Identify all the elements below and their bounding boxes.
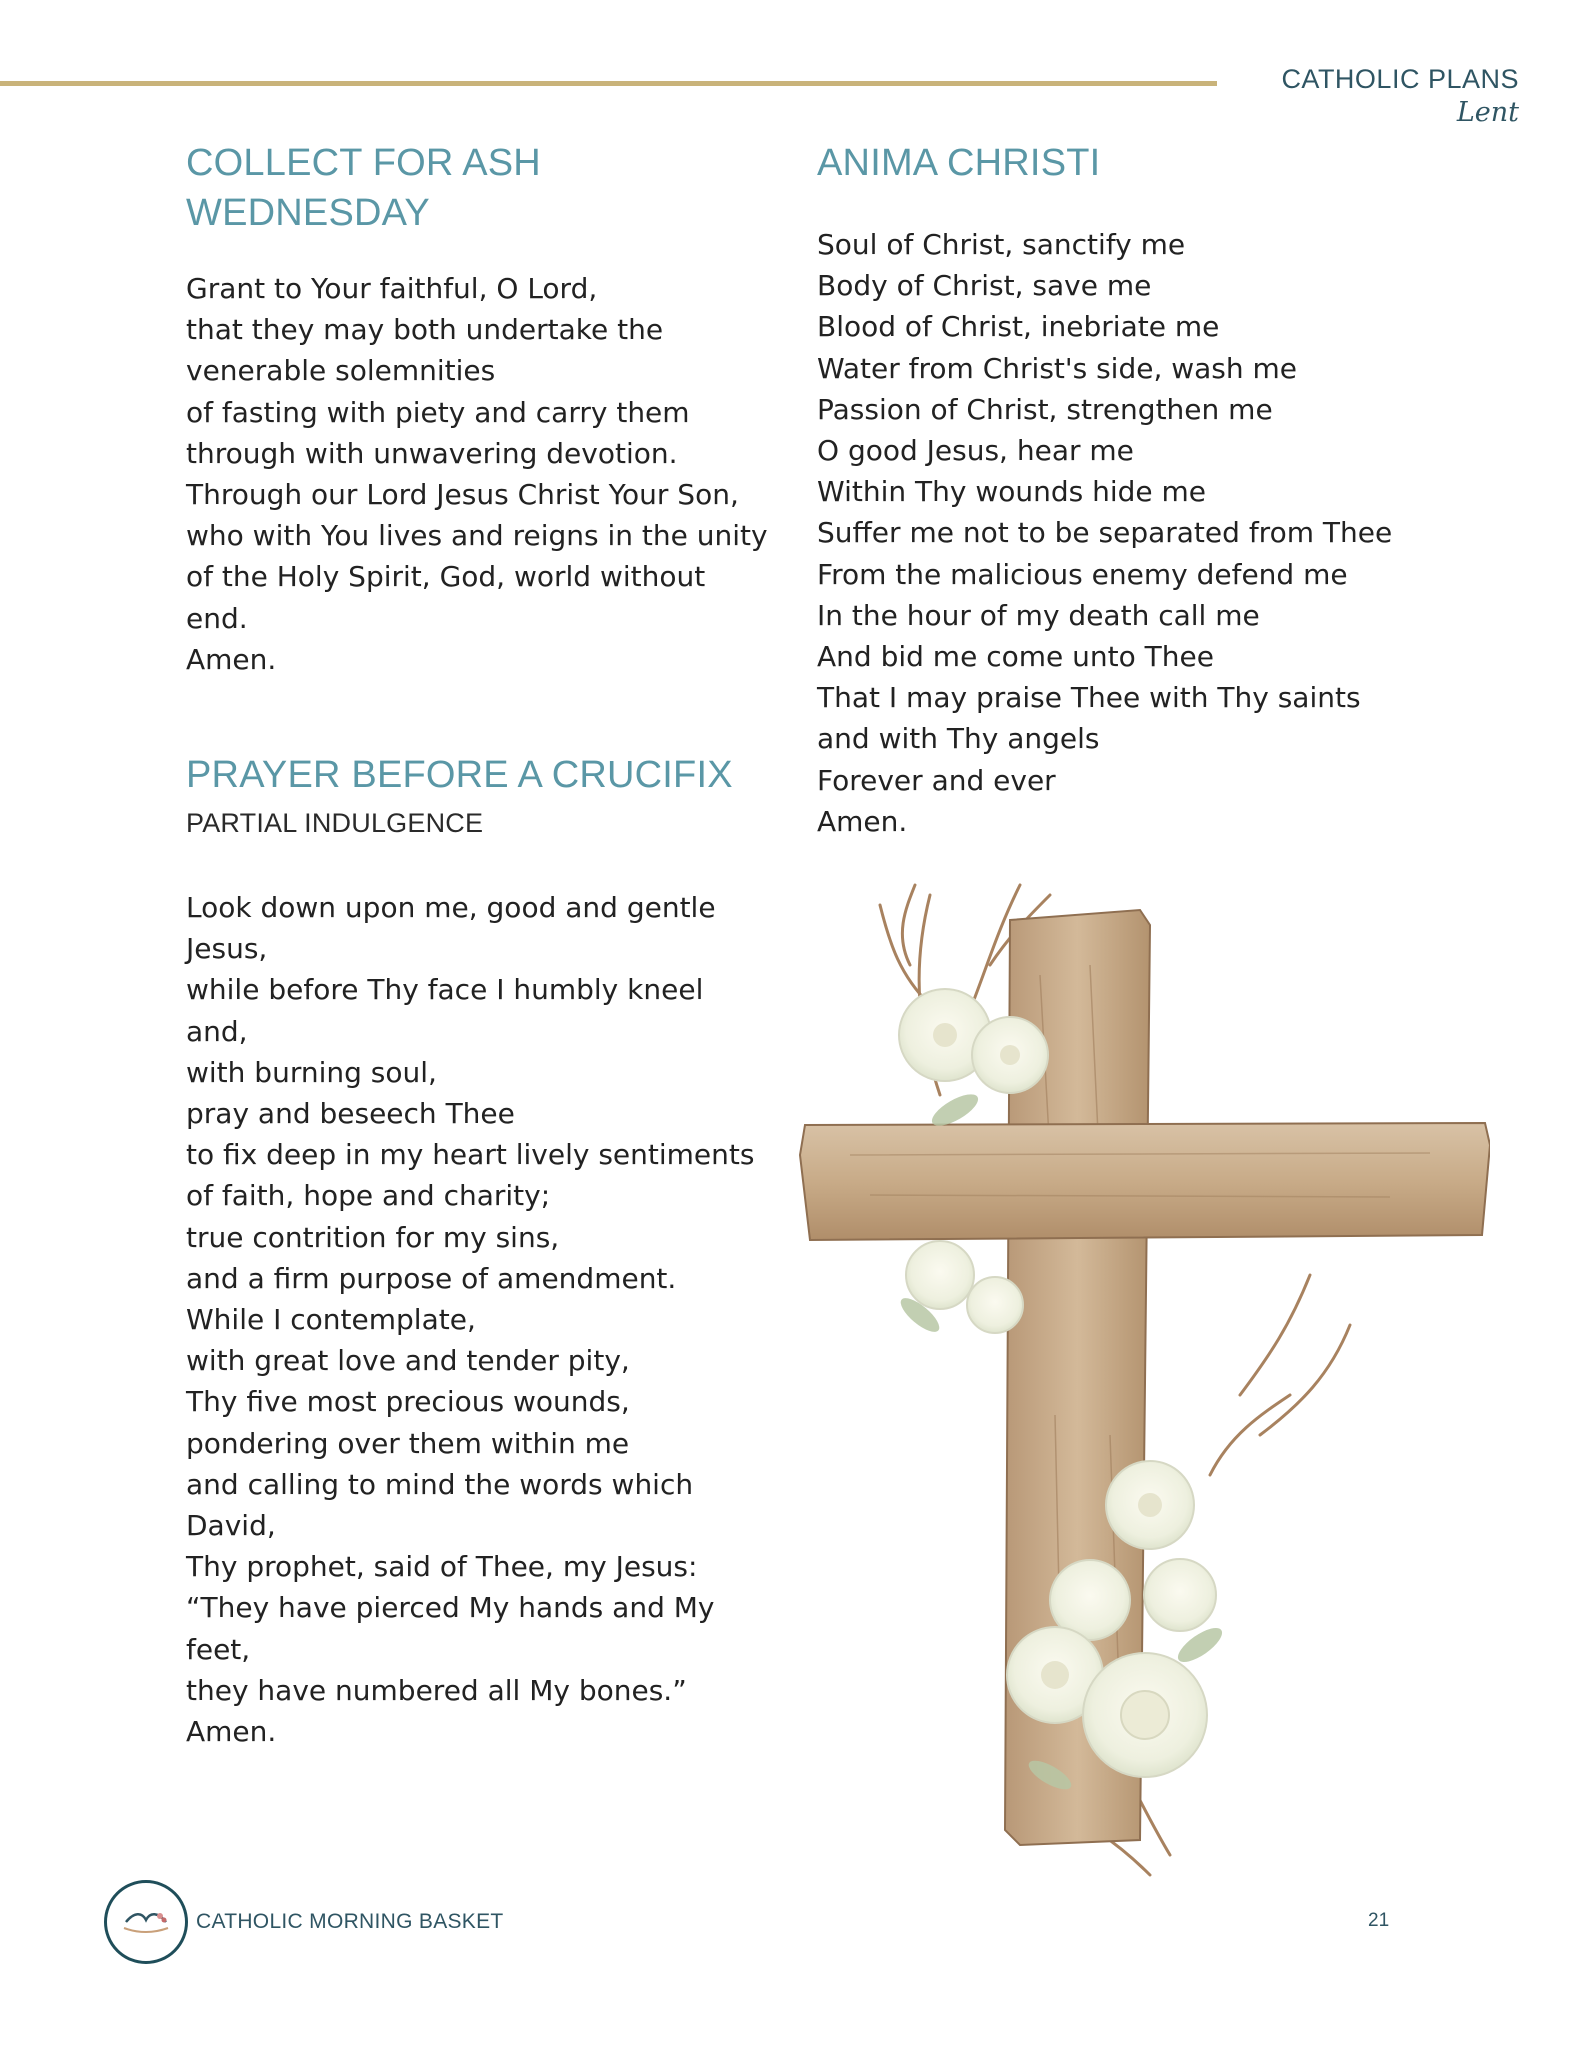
anima-line: Within Thy wounds hide me <box>817 475 1207 509</box>
crucifix-line: with great love and tender pity, <box>186 1344 630 1378</box>
anima-line: Suffer me not to be separated from Thee <box>817 516 1393 550</box>
crucifix-line: pray and beseech Thee <box>186 1097 515 1131</box>
crucifix-line: David, <box>186 1509 276 1543</box>
collect-line: Through our Lord Jesus Christ Your Son, <box>186 478 739 512</box>
anima-line: Amen. <box>817 804 908 838</box>
cross-illustration <box>790 855 1490 1890</box>
anima-text <box>817 224 1477 842</box>
crucifix-line: Jesus, <box>186 932 268 966</box>
cross-horizontal-beam <box>800 1123 1490 1240</box>
anima-line: That I may praise Thee with Thy saints <box>817 681 1361 715</box>
crucifix-line: Thy prophet, said of Thee, my Jesus: <box>186 1550 698 1584</box>
crucifix-line: while before Thy face I humbly kneel <box>186 973 704 1007</box>
anima-line: Body of Christ, save me <box>817 269 1152 303</box>
collect-line: end. <box>186 601 248 635</box>
anima-line: Forever and ever <box>817 763 1056 797</box>
header-brand <box>1281 64 1519 128</box>
anima-line: O good Jesus, hear me <box>817 434 1134 468</box>
collect-line: that they may both undertake the <box>186 313 664 347</box>
crucifix-line: true contrition for my sins, <box>186 1220 560 1254</box>
crucifix-line: Amen. <box>186 1715 277 1749</box>
left-column <box>186 138 766 1752</box>
anima-line: and with Thy angels <box>817 722 1100 756</box>
collect-line: venerable solemnities <box>186 354 496 388</box>
crucifix-line: to fix deep in my heart lively sentiments <box>186 1138 755 1172</box>
collect-title <box>186 138 766 238</box>
page-number: 21 <box>1368 1910 1390 1931</box>
catholic-morning-basket-logo-icon <box>104 1880 188 1964</box>
anima-line: Passion of Christ, strengthen me <box>817 392 1273 426</box>
crucifix-line: Look down upon me, good and gentle <box>186 891 716 925</box>
collect-text <box>186 268 766 680</box>
collect-line: of the Holy Spirit, God, world without <box>186 560 706 594</box>
anima-line: From the malicious enemy defend me <box>817 557 1348 591</box>
crucifix-line: of faith, hope and charity; <box>186 1179 551 1213</box>
crucifix-subtitle: PARTIAL INDULGENCE <box>186 808 484 839</box>
collect-line: who with You lives and reigns in the unity <box>186 519 768 553</box>
footer <box>104 1880 504 1964</box>
right-column <box>817 138 1477 842</box>
collect-title-line-1: COLLECT FOR ASH <box>186 142 541 184</box>
anima-title: ANIMA CHRISTI <box>817 142 1101 184</box>
crucifix-line: While I contemplate, <box>186 1303 476 1337</box>
footer-brand: CATHOLIC MORNING BASKET <box>196 1910 504 1933</box>
crucifix-title: PRAYER BEFORE A CRUCIFIX <box>186 754 733 797</box>
logo-mark <box>116 1902 176 1942</box>
crucifix-text <box>186 887 766 1752</box>
collect-line: of fasting with piety and carry them <box>186 395 690 429</box>
anima-line: Water from Christ's side, wash me <box>817 351 1298 385</box>
crucifix-line: “They have pierced My hands and My <box>186 1591 715 1625</box>
crucifix-line: and, <box>186 1014 248 1048</box>
crucifix-line: Thy five most precious wounds, <box>186 1385 630 1419</box>
crucifix-section <box>186 750 766 1752</box>
collect-line: Amen. <box>186 642 277 676</box>
anima-line: In the hour of my death call me <box>817 598 1260 632</box>
collect-line: through with unwavering devotion. <box>186 436 678 470</box>
crucifix-line: they have numbered all My bones.” <box>186 1673 687 1707</box>
crucifix-line: pondering over them within me <box>186 1426 630 1460</box>
collect-title-line-2: WEDNESDAY <box>186 192 430 234</box>
anima-line: And bid me come unto Thee <box>817 640 1214 674</box>
crucifix-line: with burning soul, <box>186 1055 437 1089</box>
anima-line: Soul of Christ, sanctify me <box>817 228 1186 261</box>
crucifix-line: feet, <box>186 1632 251 1666</box>
brand-subtitle: Lent <box>1456 97 1519 128</box>
anima-line: Blood of Christ, inebriate me <box>817 310 1220 344</box>
crucifix-line: and a firm purpose of amendment. <box>186 1261 677 1295</box>
collect-line: Grant to Your faithful, O Lord, <box>186 272 598 305</box>
header-rule <box>0 81 1217 86</box>
crucifix-line: and calling to mind the words which <box>186 1467 694 1501</box>
brand-title: CATHOLIC PLANS <box>1281 64 1519 94</box>
